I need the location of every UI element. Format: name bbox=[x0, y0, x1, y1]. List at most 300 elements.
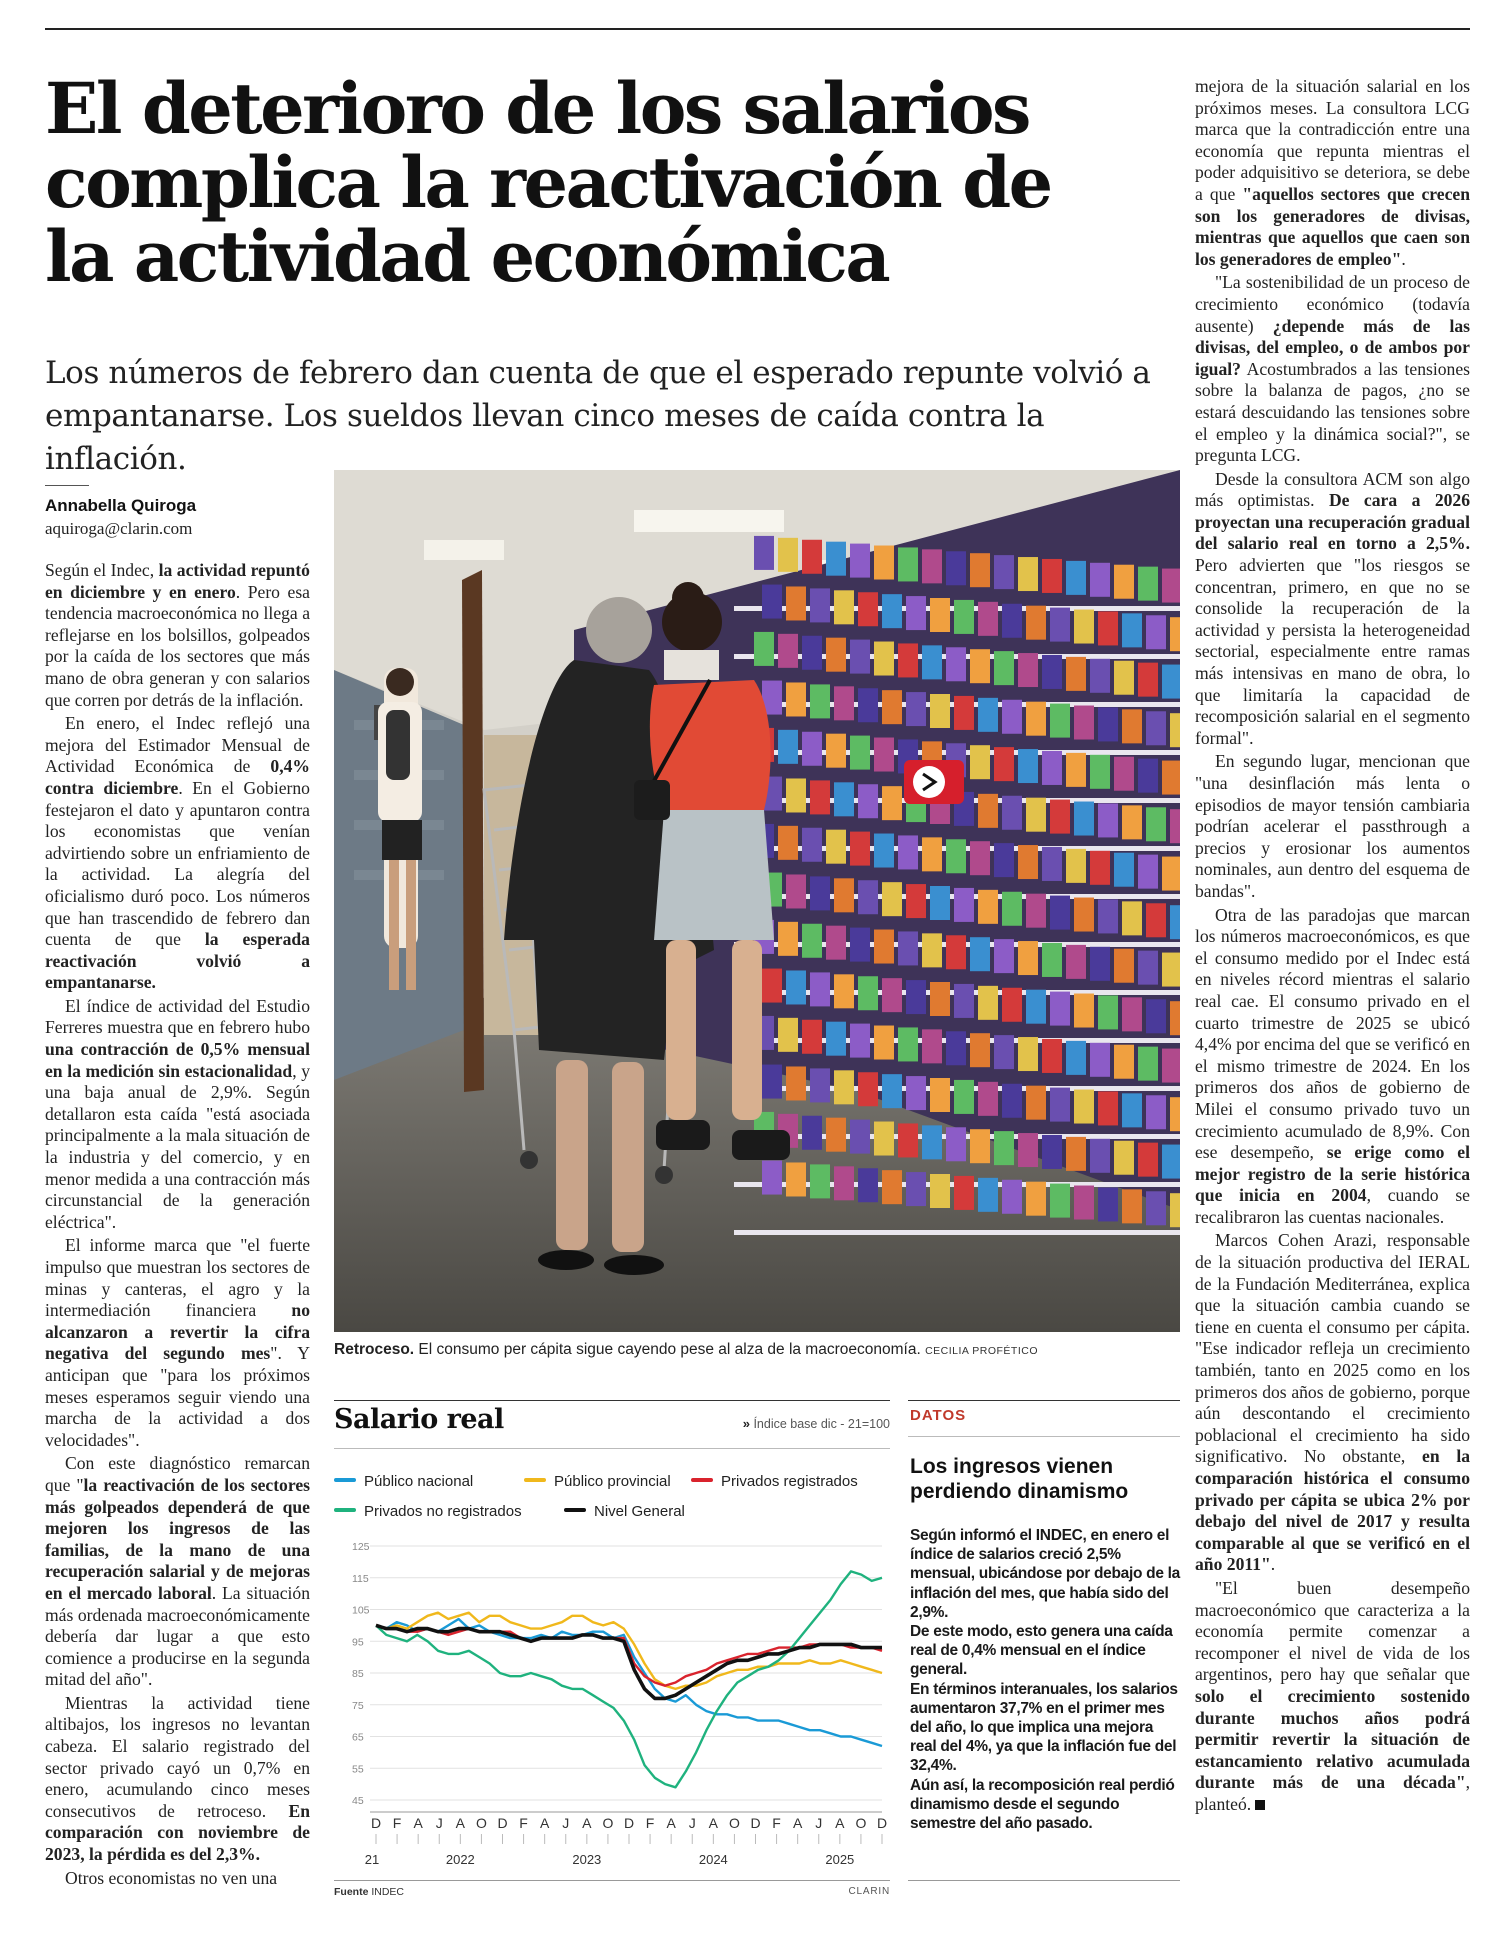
article-paragraph bbox=[1195, 272, 1470, 466]
shelf-product bbox=[1098, 611, 1118, 645]
shelf-product bbox=[882, 786, 902, 820]
shelf-product bbox=[1050, 1184, 1070, 1218]
chart-source-label: Fuente bbox=[334, 1886, 369, 1898]
legend-swatch bbox=[334, 1508, 356, 1512]
shelf-product bbox=[906, 596, 926, 630]
x-month-label: O bbox=[475, 1815, 487, 1831]
shelf-product bbox=[882, 690, 902, 724]
text-run: El índice de actividad del Estudio Ferreres muestra que en febrero hubo bbox=[45, 995, 310, 1038]
shelf-product bbox=[922, 837, 942, 871]
x-year-label: 2023 bbox=[572, 1852, 602, 1867]
text-run: Otra de las paradojas que marcan los números macroeconómicos, es que el consumo medido por el Indec está en niveles récord mientras el salario real cae. El consumo privado en el cuarto trimestre de 2025 se ubicó 4,4% por encima del que se verificó en el mismo trimestre de 2024. En los primeros dos años de gobierno de Milei el consumo privado tuvo un crecimiento acumulado de 8,9%. Con ese desempeño, bbox=[1195, 904, 1470, 1163]
shelf-product bbox=[826, 1118, 846, 1152]
shelf-product bbox=[1042, 751, 1062, 785]
shelf-product bbox=[858, 592, 878, 626]
shelf-product bbox=[810, 684, 830, 718]
article-paragraph bbox=[45, 1868, 310, 1890]
shelf-product bbox=[906, 980, 926, 1014]
article-paragraph bbox=[45, 996, 310, 1234]
shelf-product bbox=[778, 730, 798, 764]
shelf-product bbox=[754, 632, 774, 666]
x-year-label: 2024 bbox=[698, 1852, 728, 1867]
shelf-product bbox=[810, 1164, 830, 1198]
photo-caption bbox=[334, 1341, 1180, 1359]
x-month-label: J bbox=[815, 1815, 823, 1831]
shelf-product bbox=[1042, 943, 1062, 977]
shelf-product bbox=[1066, 849, 1086, 883]
shelf-product bbox=[1026, 606, 1046, 640]
shelf-product bbox=[1074, 802, 1094, 836]
shelf-product bbox=[1170, 905, 1180, 939]
shelf-product bbox=[1002, 796, 1022, 830]
shelf-product bbox=[1090, 563, 1110, 597]
shelf-product bbox=[994, 843, 1014, 877]
chart-credit: CLARIN bbox=[848, 1886, 890, 1897]
shelf-product bbox=[1026, 798, 1046, 832]
shelf-product bbox=[954, 1176, 974, 1210]
x-month-label: J bbox=[688, 1815, 696, 1831]
shelf-product bbox=[882, 594, 902, 628]
shelf-product bbox=[850, 1120, 870, 1154]
shelf-product bbox=[1042, 1039, 1062, 1073]
byline-rule bbox=[45, 485, 89, 486]
shelf-product bbox=[874, 1026, 894, 1060]
shelf-product bbox=[994, 1035, 1014, 1069]
legend-swatch bbox=[564, 1508, 586, 1512]
article-paragraph bbox=[1195, 76, 1470, 270]
shelf-product bbox=[1146, 807, 1166, 841]
shelf-product bbox=[834, 1166, 854, 1200]
shelf-product bbox=[1090, 659, 1110, 693]
y-tick-label: 45 bbox=[352, 1795, 364, 1807]
shelf-product bbox=[1146, 999, 1166, 1033]
shelf-product bbox=[1146, 615, 1166, 649]
text-run: . bbox=[1401, 248, 1406, 269]
shelf-product bbox=[1042, 847, 1062, 881]
datos-paragraph: Según informó el INDEC, en enero el índice de salarios creció 2,5% mensual, ubicándose por debajo de la inflación del mes, que había sido del 2,9%. bbox=[910, 1527, 1180, 1621]
shelf-product bbox=[1066, 657, 1086, 691]
shelf-product bbox=[970, 553, 990, 587]
x-month-label: F bbox=[645, 1815, 655, 1831]
bold-text: ¿depende más de las divisas, del empleo, o de ambos por igual? bbox=[1195, 315, 1470, 379]
chart-title: Salario real bbox=[334, 1404, 504, 1435]
bold-text: "aquellos sectores que crecen son los generadores de divisas, mientras que aquellos que caen son los generadores de empleo" bbox=[1195, 183, 1471, 269]
shelf-product bbox=[1170, 809, 1180, 843]
shelf-product bbox=[1170, 1001, 1180, 1035]
x-year-label: 21 bbox=[364, 1852, 380, 1867]
shelf-product bbox=[954, 600, 974, 634]
chart-subtitle bbox=[716, 1416, 890, 1431]
shelf-product bbox=[786, 586, 806, 620]
legend-swatch bbox=[524, 1478, 546, 1482]
legend-item bbox=[524, 1473, 671, 1490]
text-run: , y una baja anual de 2,9%. Según detallaron esta caída "está asociada principalmente a la mala situación de la industria y del comercio, y en menor medida a una contracción más circunstancial de la generación eléctrica". bbox=[45, 1060, 311, 1232]
shelf-product bbox=[1098, 707, 1118, 741]
shelf-product bbox=[882, 882, 902, 916]
shelf-product bbox=[946, 647, 966, 681]
bold-text: no alcanzaron a revertir la cifra negativa del segundo mes bbox=[45, 1300, 310, 1364]
legend-label: Público provincial bbox=[554, 1473, 671, 1490]
article-paragraph bbox=[1195, 905, 1470, 1229]
photo-illustration bbox=[334, 470, 1180, 1332]
legend-item bbox=[691, 1473, 858, 1490]
legend-item bbox=[564, 1503, 685, 1520]
shelf-product bbox=[922, 1125, 942, 1159]
shelf-product bbox=[978, 1082, 998, 1116]
shelf-product bbox=[1050, 896, 1070, 930]
shelf-product bbox=[1042, 559, 1062, 593]
shelf-product bbox=[1114, 1141, 1134, 1175]
shelf-product bbox=[810, 1068, 830, 1102]
shelf-product bbox=[802, 636, 822, 670]
shelf-product bbox=[1002, 1180, 1022, 1214]
shelf-product bbox=[978, 794, 998, 828]
shelf-product bbox=[1162, 1049, 1180, 1083]
shelf-product bbox=[930, 982, 950, 1016]
shelf-product bbox=[1066, 1137, 1086, 1171]
shelf-product bbox=[970, 649, 990, 683]
shelf-product bbox=[1074, 706, 1094, 740]
shelf-product bbox=[1162, 1145, 1180, 1179]
shelf-product bbox=[1122, 709, 1142, 743]
headline bbox=[45, 67, 1175, 298]
bold-text: en la comparación histórica el consumo privado per cápita se ubica 2% por debajo del nivel de 2017 y resulta comparable al que se verificó en el año 2011" bbox=[1195, 1446, 1471, 1575]
shelf-product bbox=[882, 1170, 902, 1204]
legend-label: Nivel General bbox=[594, 1503, 685, 1520]
shelf-product bbox=[802, 540, 822, 574]
shelf-product bbox=[970, 937, 990, 971]
photo-credit: CECILIA PROFÉTICO bbox=[925, 1345, 1039, 1357]
shelf-product bbox=[1074, 610, 1094, 644]
bold-text: solo el crecimiento sostenido durante muchos años podrá permitir revertir la situación de estancamiento relativo acumulada durante más de una década" bbox=[1195, 1685, 1470, 1793]
shelf-product bbox=[946, 1127, 966, 1161]
shelf-product bbox=[898, 547, 918, 581]
text-run: "La sostenibilidad de un proceso de crecimiento económico (todavía ausente) bbox=[1195, 272, 1470, 336]
shelf-product bbox=[874, 546, 894, 580]
shelf-product bbox=[1026, 990, 1046, 1024]
shelf-product bbox=[1162, 665, 1180, 699]
shelf-product bbox=[1018, 1133, 1038, 1167]
shelf-product bbox=[1002, 892, 1022, 926]
caption-lead: Retroceso. bbox=[334, 1341, 415, 1358]
shelf-product bbox=[850, 1024, 870, 1058]
x-month-label: D bbox=[750, 1815, 761, 1831]
datos-body bbox=[910, 1526, 1180, 1833]
text-run: , planteó. bbox=[1195, 1772, 1470, 1814]
shelf-product bbox=[954, 984, 974, 1018]
subheadline-line: empantanarse. Los sueldos llevan cinco meses de caída contra la inflación. bbox=[45, 398, 1045, 477]
shelf-product bbox=[898, 835, 918, 869]
y-tick-label: 55 bbox=[352, 1763, 364, 1776]
shelf-product bbox=[1138, 663, 1158, 697]
shelf-product bbox=[1146, 1095, 1166, 1129]
datos-title-line: perdiendo dinamismo bbox=[910, 1480, 1129, 1503]
shelf-product bbox=[810, 972, 830, 1006]
series-line bbox=[376, 1571, 882, 1787]
text-run: En segundo lugar, mencionan que "una desinflación más lenta o episodios de mayor tensión cambiaria podrían acelerar el passthrough a precios y erosionar los aumentos nominales, aun dentro del esquema de bandas". bbox=[1195, 751, 1470, 901]
bold-text: En comparación con noviembre de 2023, la pérdida es del 2,3%. bbox=[45, 1800, 310, 1865]
text-run: En enero, el Indec reflejó una mejora del Estimador Mensual de Actividad Económica de bbox=[45, 713, 310, 777]
bold-text: la actividad repuntó en diciembre y en enero bbox=[45, 560, 310, 602]
shelf-product bbox=[802, 1020, 822, 1054]
shelf-product bbox=[858, 784, 878, 818]
shelf-product bbox=[954, 1080, 974, 1114]
text-run: . En el Gobierno festejaron el dato y apuntaron contra los economistas que venían advirtiendo sobre un enfriamiento de la actividad. La alegría del oficialismo duró poco. Los números que han trascendido de febrero dan cuenta de que bbox=[45, 777, 310, 950]
shelf-product bbox=[954, 696, 974, 730]
x-month-label: A bbox=[582, 1815, 592, 1831]
subheadline-line: Los números de febrero dan cuenta de que el esperado repunte volvió a bbox=[45, 355, 1151, 391]
shelf-product bbox=[762, 969, 782, 1003]
y-tick-label: 115 bbox=[352, 1572, 369, 1585]
bold-text: la reactivación de los sectores más golpeados dependerá de que mejoren los ingresos de las familias, de la mano de una recuperación salarial y de mejoras en el mercado laboral bbox=[45, 1474, 310, 1603]
chart-bottom-rule bbox=[334, 1880, 890, 1881]
datos-paragraph: Aún así, la recomposición real perdió dinamismo desde el segundo semestre del año pasado. bbox=[910, 1776, 1175, 1833]
shelf-product bbox=[906, 692, 926, 726]
shelf-product bbox=[874, 930, 894, 964]
shelf-product bbox=[762, 1065, 782, 1099]
text-run: . La situación más ordenada macroeconómicamente debería dar lugar a que esto comience a producirse en la segunda mitad del año". bbox=[45, 1582, 310, 1690]
article-paragraph bbox=[1195, 469, 1470, 750]
x-month-label: O bbox=[855, 1815, 867, 1831]
shelf-product bbox=[786, 682, 806, 716]
shelf-product bbox=[826, 830, 846, 864]
shelf-product bbox=[762, 585, 782, 619]
shelf-product bbox=[1098, 899, 1118, 933]
chart-top-rule bbox=[334, 1400, 890, 1401]
shelf-product bbox=[850, 544, 870, 578]
shelf-product bbox=[1138, 951, 1158, 985]
shelf-product bbox=[786, 970, 806, 1004]
shelf-product bbox=[1138, 1047, 1158, 1081]
shelf-product bbox=[1114, 1045, 1134, 1079]
shelf-product bbox=[1122, 1189, 1142, 1223]
shelf-product bbox=[978, 602, 998, 636]
text-run: "El buen desempeño macroeconómico que caracteriza a la economía permite comenzar a recomponer el nivel de vida de los argentinos, pero hay que señalar que bbox=[1195, 1577, 1470, 1685]
text-run: Pero advierten que "los riesgos se concentran, primero, en que no se consolide la recuperación de la actividad y persista la heterogeneidad sectorial, especialmente entre ramas más intensivas en mano de obra, lo que limitaría la capacidad de recomposición salarial en el segmento formal". bbox=[1195, 555, 1470, 748]
shelf-product bbox=[850, 832, 870, 866]
shelf-product bbox=[1122, 1093, 1142, 1127]
x-year-label: 2022 bbox=[445, 1852, 475, 1867]
text-run: Según el Indec, bbox=[45, 560, 159, 580]
shelf-product bbox=[1162, 761, 1180, 795]
shelf-product bbox=[858, 976, 878, 1010]
shelf-product bbox=[1122, 901, 1142, 935]
shelf-product bbox=[1162, 569, 1180, 603]
shelf-product bbox=[1074, 898, 1094, 932]
x-month-label: A bbox=[792, 1815, 803, 1831]
text-run: Marcos Cohen Arazi, responsable de la situación productiva del IERAL de la Fundación Mediterránea, explica que la situación cambia cuando se tiene en cuenta el consumo per cápita. "Ese indicador refleja un crecimiento también, tanto en 2025 como en los primeros dos años de gobierno, porque aún descontando el crecimiento poblacional el crecimiento ha sido significativo. No obstante, bbox=[1195, 1230, 1470, 1467]
shelf-product bbox=[802, 828, 822, 862]
shelf-product bbox=[834, 974, 854, 1008]
shelf-product bbox=[922, 1029, 942, 1063]
x-month-label: A bbox=[539, 1815, 550, 1831]
shelf-product bbox=[930, 1174, 950, 1208]
shelf-product bbox=[994, 939, 1014, 973]
author-email[interactable]: aquiroga@clarin.com bbox=[45, 519, 193, 538]
shelf-product bbox=[786, 874, 806, 908]
datos-bottom-rule bbox=[908, 1880, 1180, 1881]
shelf-product bbox=[1090, 851, 1110, 885]
shelf-product bbox=[930, 598, 950, 632]
article-paragraph bbox=[45, 713, 310, 994]
shelf-product bbox=[858, 1168, 878, 1202]
supermarket-photo bbox=[334, 470, 1180, 1332]
shelf-product bbox=[922, 549, 942, 583]
text-run: , cuando se recalibraron las cuentas nacionales. bbox=[1195, 1185, 1470, 1227]
text-run: El informe marca que "el fuerte impulso que muestran los sectores de minas y canteras, el agro y la intermediación financiera bbox=[45, 1235, 310, 1321]
y-tick-label: 65 bbox=[352, 1731, 364, 1744]
shelf-product bbox=[970, 1129, 990, 1163]
shelf-product bbox=[1122, 997, 1142, 1031]
shelf-product bbox=[778, 538, 798, 572]
bold-text: se erige como el mejor registro de la serie histórica que inicia en 2004 bbox=[1195, 1142, 1470, 1206]
shelf-product bbox=[906, 1172, 926, 1206]
shelf-product bbox=[1002, 604, 1022, 638]
text-run: Desde la consultora ACM son algo más optimistas. bbox=[1195, 468, 1470, 511]
x-month-label: A bbox=[835, 1815, 845, 1831]
shelf-product bbox=[1050, 800, 1070, 834]
shelf-product bbox=[786, 1162, 806, 1196]
text-run: Mientras la actividad tiene altibajos, los ingresos no levantan cabeza. El salario registrado del sector privado cayó un 0,7% en enero, acumulando cinco meses consecutivos de retroceso. bbox=[45, 1692, 310, 1821]
shelf-product bbox=[898, 1123, 918, 1157]
headline-line: El deterioro de los salarios bbox=[45, 67, 1029, 150]
shelf-product bbox=[1098, 1187, 1118, 1221]
shelf-product bbox=[898, 643, 918, 677]
x-month-label: F bbox=[392, 1815, 402, 1831]
shelf-product bbox=[978, 698, 998, 732]
shelf-product bbox=[874, 1122, 894, 1156]
x-month-label: A bbox=[708, 1815, 719, 1831]
shelf-product bbox=[882, 1074, 902, 1108]
shelf-product bbox=[1122, 613, 1142, 647]
shelf-product bbox=[906, 1076, 926, 1110]
legend-swatch bbox=[334, 1478, 356, 1482]
shelf-product bbox=[978, 890, 998, 924]
text-run: Otros economistas no ven una bbox=[65, 1867, 278, 1888]
y-tick-label: 105 bbox=[352, 1604, 370, 1617]
legend-item bbox=[334, 1503, 522, 1520]
datos-title-line: Los ingresos vienen bbox=[910, 1455, 1114, 1478]
shelf-product bbox=[970, 1033, 990, 1067]
headline-line: la actividad económica bbox=[45, 215, 889, 298]
shelf-product bbox=[1170, 617, 1180, 651]
shelf-product bbox=[1018, 845, 1038, 879]
shelf-product bbox=[1018, 749, 1038, 783]
shelf-product bbox=[1170, 1097, 1180, 1131]
shelf-product bbox=[946, 1031, 966, 1065]
shelf-product bbox=[922, 645, 942, 679]
shelf-product bbox=[1050, 1088, 1070, 1122]
shelf-product bbox=[1138, 855, 1158, 889]
shelf-product bbox=[994, 651, 1014, 685]
shelf-product bbox=[802, 924, 822, 958]
shelf-product bbox=[1146, 711, 1166, 745]
x-month-label: O bbox=[602, 1815, 614, 1831]
x-month-label: D bbox=[876, 1815, 888, 1831]
x-month-label: D bbox=[370, 1815, 382, 1831]
shelf-product bbox=[850, 736, 870, 770]
author-name: Annabella Quiroga bbox=[45, 496, 197, 515]
y-tick-label: 85 bbox=[352, 1668, 364, 1680]
shelf-product bbox=[874, 642, 894, 676]
shelf-product bbox=[1114, 661, 1134, 695]
shelf-product bbox=[994, 555, 1014, 589]
shelf-product bbox=[1018, 1037, 1038, 1071]
shelf-product bbox=[826, 1022, 846, 1056]
shelf-product bbox=[1138, 567, 1158, 601]
shelf-product bbox=[1170, 1193, 1180, 1227]
shelf-product bbox=[1098, 1091, 1118, 1125]
headline-line: complica la reactivación de bbox=[45, 141, 1051, 224]
legend-label: Público nacional bbox=[364, 1473, 474, 1490]
shelf-product bbox=[1066, 945, 1086, 979]
shelf-product bbox=[826, 542, 846, 576]
shelf-product bbox=[826, 926, 846, 960]
shelf-product bbox=[970, 745, 990, 779]
shelf-product bbox=[874, 834, 894, 868]
datos-paragraph: De este modo, esto genera una caída real de 0,4% mensual en el índice general. bbox=[910, 1623, 1173, 1679]
salary-line-chart bbox=[334, 1538, 890, 1878]
shelf-product bbox=[1026, 1086, 1046, 1120]
x-month-label: O bbox=[728, 1815, 740, 1831]
shelf-product bbox=[1146, 903, 1166, 937]
bold-text: la esperada reactivación volvió a empantanarse. bbox=[45, 929, 310, 993]
shelf-product bbox=[954, 888, 974, 922]
chart-divider bbox=[334, 1448, 890, 1449]
shelf-product bbox=[1114, 565, 1134, 599]
shelf-product bbox=[930, 886, 950, 920]
shelf-product bbox=[1098, 803, 1118, 837]
shelf-product bbox=[946, 935, 966, 969]
datos-top-rule bbox=[908, 1400, 1180, 1401]
text-run: . Pero esa tendencia macroeconómica no llega a reflejarse en los bolsillos, golpeados por la caída de los sectores que más mano de obra generan y con salarios que corren por detrás de la inflación. bbox=[45, 581, 310, 710]
shelf-product bbox=[834, 590, 854, 624]
shelf-product bbox=[1074, 994, 1094, 1028]
shelf-product bbox=[754, 536, 774, 570]
shelf-product bbox=[802, 1116, 822, 1150]
shelf-product bbox=[1050, 704, 1070, 738]
shelf-product bbox=[1138, 759, 1158, 793]
article-paragraph bbox=[45, 1235, 310, 1451]
shelf-product bbox=[786, 778, 806, 812]
article-paragraph bbox=[45, 560, 310, 711]
shelf-product bbox=[1162, 953, 1180, 987]
shelf-product bbox=[834, 686, 854, 720]
x-month-label: A bbox=[666, 1815, 676, 1831]
shelf-product bbox=[834, 878, 854, 912]
shelf-product bbox=[1114, 949, 1134, 983]
datos-title bbox=[910, 1454, 1180, 1504]
shelf-product bbox=[1074, 1090, 1094, 1124]
shelf-product bbox=[1018, 557, 1038, 591]
x-month-label: D bbox=[497, 1815, 508, 1831]
y-tick-label: 75 bbox=[352, 1699, 364, 1712]
x-month-label: D bbox=[623, 1815, 635, 1831]
shelf-product bbox=[922, 933, 942, 967]
shelf-product bbox=[882, 978, 902, 1012]
x-month-label: A bbox=[413, 1815, 423, 1831]
x-year-label: 2025 bbox=[825, 1852, 855, 1867]
shelf-product bbox=[1066, 561, 1086, 595]
shelf-product bbox=[1042, 1135, 1062, 1169]
shelf-product bbox=[994, 747, 1014, 781]
bold-text: De cara a 2026 proyectan una recuperación gradual del salario real en torno a 2,5%. bbox=[1195, 490, 1471, 554]
bold-text: una contracción de 0,5% mensual en la medición sin estacionalidad bbox=[45, 1039, 310, 1081]
end-of-article-icon bbox=[1255, 1800, 1265, 1810]
shelf-product bbox=[858, 1072, 878, 1106]
article-paragraph bbox=[45, 1453, 310, 1691]
shelf-product bbox=[778, 922, 798, 956]
